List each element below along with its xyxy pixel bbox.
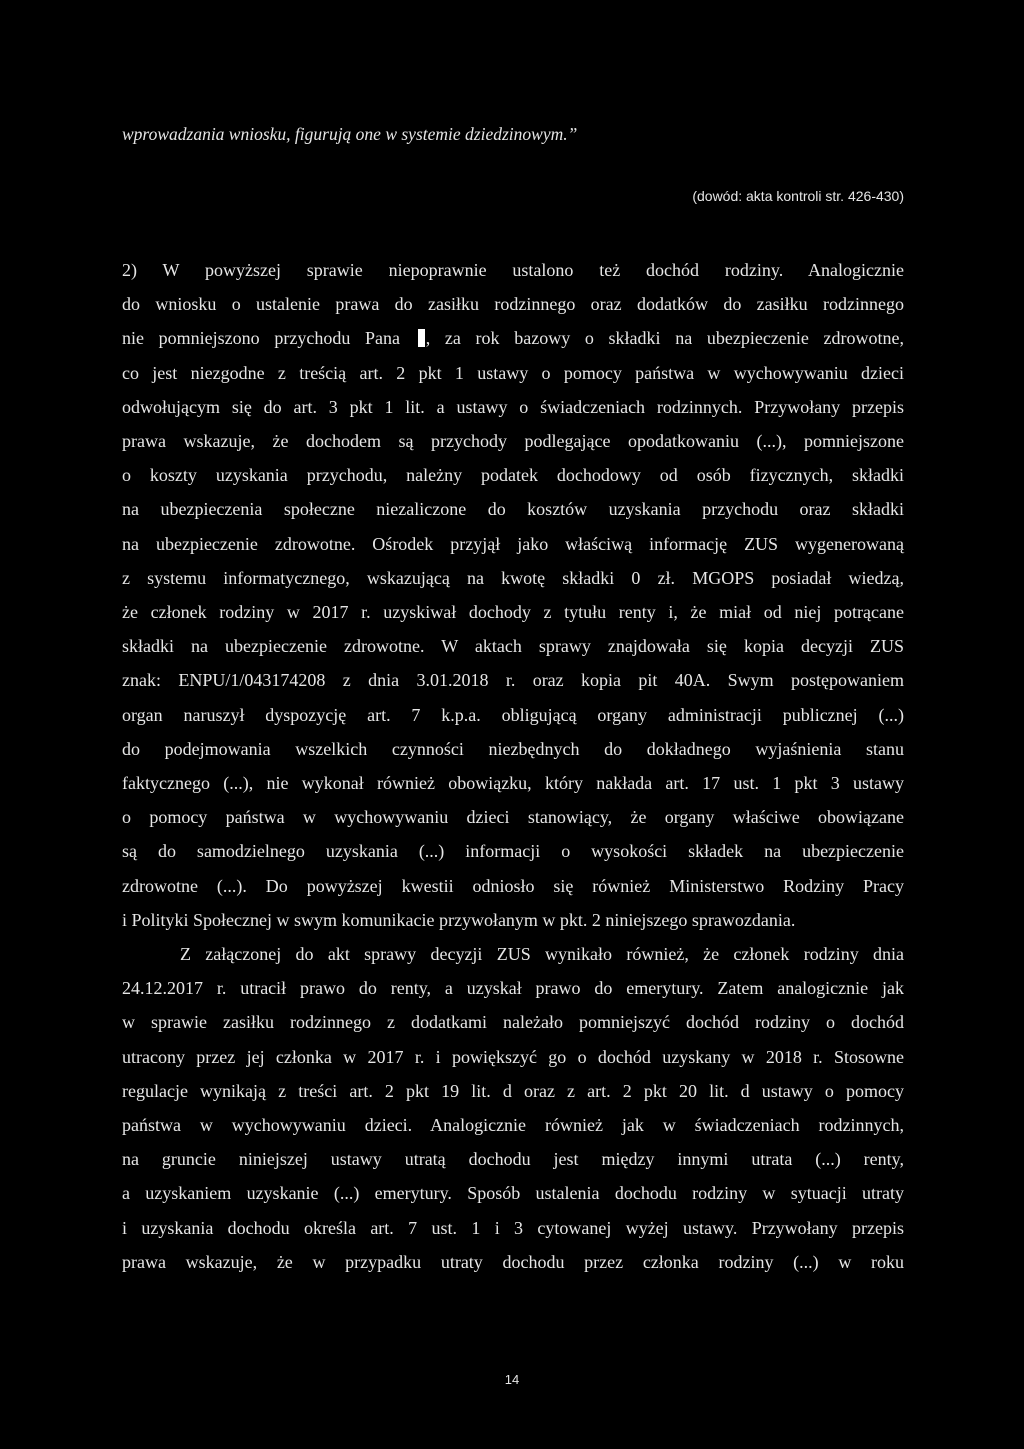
text-line: utracony przez jej członka w 2017 r. i powiększyć go o dochód uzyskany w 2018 r. Stosowne bbox=[122, 1046, 904, 1067]
text-line: i uzyskania dochodu określa art. 7 ust. 1 i 3 cytowanej wyżej ustawy. Przywołany przepis bbox=[122, 1217, 904, 1238]
evidence-reference: (dowód: akta kontroli str. 426-430) bbox=[692, 188, 904, 204]
text-line: Z załączonej do akt sprawy decyzji ZUS wynikało również, że członek rodziny dnia bbox=[180, 944, 904, 965]
text-line: o koszty uzyskania przychodu, należny podatek dochodowy od osób fizycznych, składki bbox=[122, 465, 904, 486]
text-line: 24.12.2017 r. utracił prawo do renty, a uzyskał prawo do emerytury. Zatem analogicznie jak bbox=[122, 978, 904, 999]
text-fragment: , za rok bazowy o składki na ubezpieczenie zdrowotne, bbox=[425, 328, 904, 349]
text-line: i Polityki Społecznej w swym komunikacie przywołanym w pkt. 2 niniejszego sprawozdania. bbox=[122, 909, 796, 930]
text-line: a uzyskaniem uzyskanie (...) emerytury. Sposób ustalenia dochodu rodziny w sytuacji utraty bbox=[122, 1183, 904, 1204]
text-line: na ubezpieczenia społeczne niezaliczone do kosztów uzyskania przychodu oraz składki bbox=[122, 499, 904, 520]
text-line: o pomocy państwa w wychowywaniu dzieci stanowiący, że organy właściwe obowiązane bbox=[122, 807, 904, 828]
text-line: prawa wskazuje, że w przypadku utraty dochodu przez członka rodziny (...) w roku bbox=[122, 1251, 904, 1272]
text-line: odwołującym się do art. 3 pkt 1 lit. a ustawy o świadczeniach rodzinnych. Przywołany przepis bbox=[122, 396, 904, 417]
text-line: na gruncie niniejszej ustawy utratą dochodu jest między innymi utrata (...) renty, bbox=[122, 1149, 904, 1170]
document-body bbox=[122, 253, 904, 1279]
paragraph-1 bbox=[122, 253, 904, 937]
redaction-mark bbox=[418, 329, 425, 347]
text-line: z systemu informatycznego, wskazującą na kwotę składki 0 zł. MGOPS posiadał wiedzą, bbox=[122, 567, 904, 588]
text-fragment: nie pomniejszono przychodu Pana bbox=[122, 328, 415, 349]
text-line: organ naruszył dyspozycję art. 7 k.p.a. obligującą organy administracji publicznej (...) bbox=[122, 704, 904, 725]
document-page bbox=[122, 120, 904, 1272]
text-line: że członek rodziny w 2017 r. uzyskiwał dochody z tytułu renty i, że miał od niej potrącane bbox=[122, 602, 904, 623]
text-line: co jest niezgodne z treścią art. 2 pkt 1 ustawy o pomocy państwa w wychowywaniu dzieci bbox=[122, 362, 904, 383]
text-line bbox=[122, 321, 904, 355]
text-line: zdrowotne (...). Do powyższej kwestii odniosło się również Ministerstwo Rodziny Pracy bbox=[122, 875, 904, 896]
text-line: na ubezpieczenie zdrowotne. Ośrodek przyjął jako właściwą informację ZUS wygenerowaną bbox=[122, 533, 904, 554]
text-line: są do samodzielnego uzyskania (...) informacji o wysokości składek na ubezpieczenie bbox=[122, 841, 904, 862]
page-number: 14 bbox=[504, 1372, 520, 1387]
paragraph-2 bbox=[122, 937, 904, 1279]
text-line: składki na ubezpieczenie zdrowotne. W aktach sprawy znajdowała się kopia decyzji ZUS bbox=[122, 636, 904, 657]
quoted-text: wprowadzania wniosku, figurują one w systemie dziedzinowym.” bbox=[122, 124, 578, 144]
text-line: w sprawie zasiłku rodzinnego z dodatkami należało pomniejszyć dochód rodziny o dochód bbox=[122, 1012, 904, 1033]
text-line: prawa wskazuje, że dochodem są przychody podlegające opodatkowaniu (...), pomniejszone bbox=[122, 431, 904, 452]
text-line: znak: ENPU/1/043174208 z dnia 3.01.2018 r. oraz kopia pit 40A. Swym postępowaniem bbox=[122, 670, 904, 691]
text-line: do wniosku o ustalenie prawa do zasiłku rodzinnego oraz dodatków do zasiłku rodzinnego bbox=[122, 294, 904, 315]
text-line: faktycznego (...), nie wykonał również obowiązku, który nakłada art. 17 ust. 1 pkt 3 ustawy bbox=[122, 773, 904, 794]
text-line: 2) W powyższej sprawie niepoprawnie ustalono też dochód rodziny. Analogicznie bbox=[122, 260, 904, 280]
text-line: do podejmowania wszelkich czynności niezbędnych do dokładnego wyjaśnienia stanu bbox=[122, 738, 904, 759]
text-line: państwa w wychowywaniu dzieci. Analogicznie również jak w świadczeniach rodzinnych, bbox=[122, 1115, 904, 1136]
text-line: regulacje wynikają z treści art. 2 pkt 19 lit. d oraz z art. 2 pkt 20 lit. d ustawy o pomocy bbox=[122, 1080, 904, 1101]
